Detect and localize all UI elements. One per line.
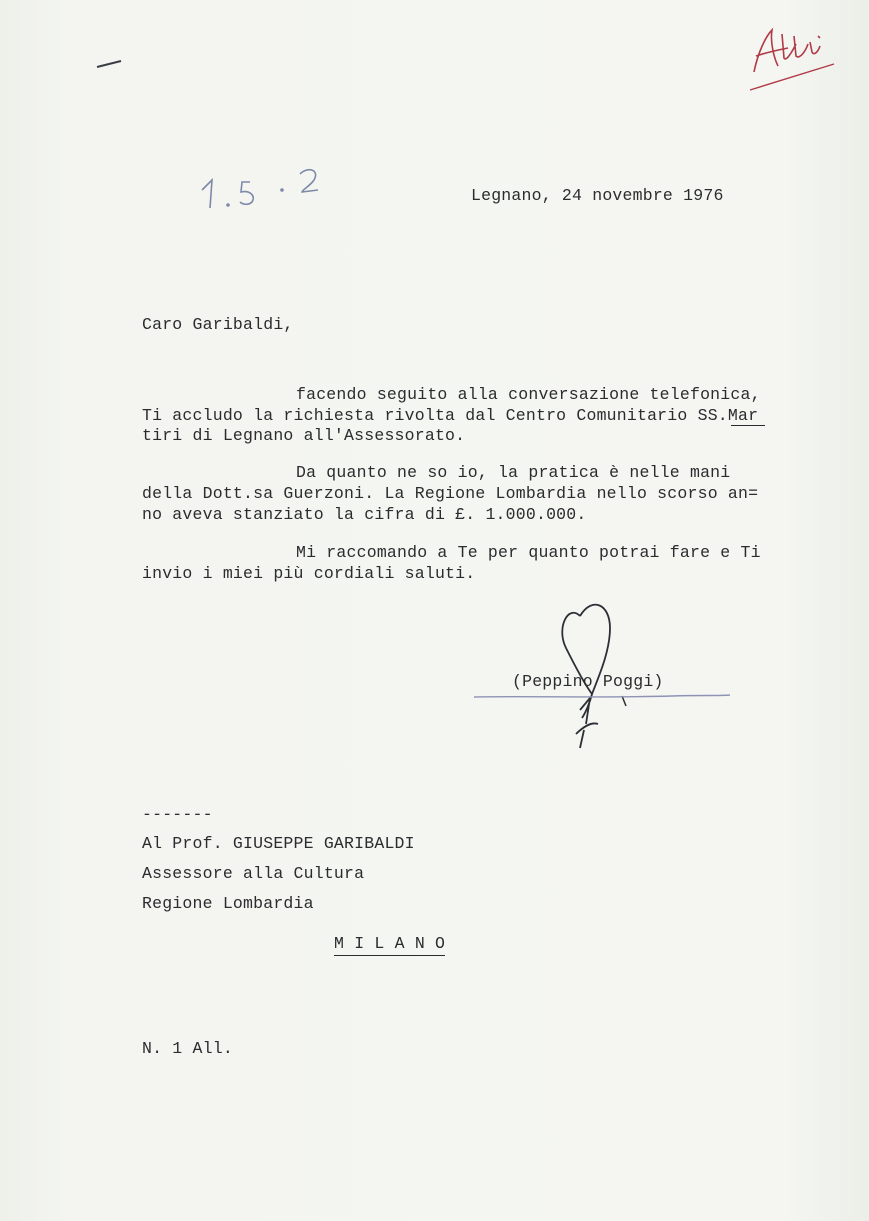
archive-code-scribble <box>198 160 328 215</box>
paragraph-1-line-3: tiri di Legnano all'Assessorato. <box>142 426 466 445</box>
recipient-institution: Regione Lombardia <box>142 894 314 913</box>
handwritten-archive-code <box>198 160 328 215</box>
enclosure-note: N. 1 All. <box>142 1039 233 1058</box>
paragraph-2-line-2: della Dott.sa Guerzoni. La Regione Lombardia nello scorso an= <box>142 484 759 503</box>
signature-line <box>472 692 734 700</box>
place-date: Legnano, 24 novembre 1976 <box>471 186 724 205</box>
recipient-role: Assessore alla Cultura <box>142 864 365 883</box>
paragraph-3-line-2: invio i miei più cordiali saluti. <box>142 564 476 583</box>
recipient-separator: ------- <box>142 805 213 824</box>
paragraph-2-line-3: no aveva stanziato la cifra di £. 1.000.000. <box>142 505 587 524</box>
initials-scribble <box>748 22 838 94</box>
recipient-name: Al Prof. GIUSEPPE GARIBALDI <box>142 834 415 853</box>
handwritten-initials <box>748 22 838 94</box>
signature-name: (Peppino Poggi) <box>512 672 664 691</box>
typed-underline-mar <box>731 425 765 426</box>
paragraph-1-line-2: Ti accludo la richiesta rivolta dal Centro Comunitario SS.Mar <box>142 406 759 425</box>
recipient-city: M I L A N O <box>334 934 445 956</box>
paragraph-2-line-1: Da quanto ne so io, la pratica è nelle mani <box>296 463 731 482</box>
paragraph-1-line-1: facendo seguito alla conversazione telefonica, <box>296 385 761 404</box>
paragraph-3-line-1: Mi raccomando a Te per quanto potrai fare e Ti <box>296 543 761 562</box>
stray-pen-mark <box>95 58 125 70</box>
salutation: Caro Garibaldi, <box>142 315 294 334</box>
